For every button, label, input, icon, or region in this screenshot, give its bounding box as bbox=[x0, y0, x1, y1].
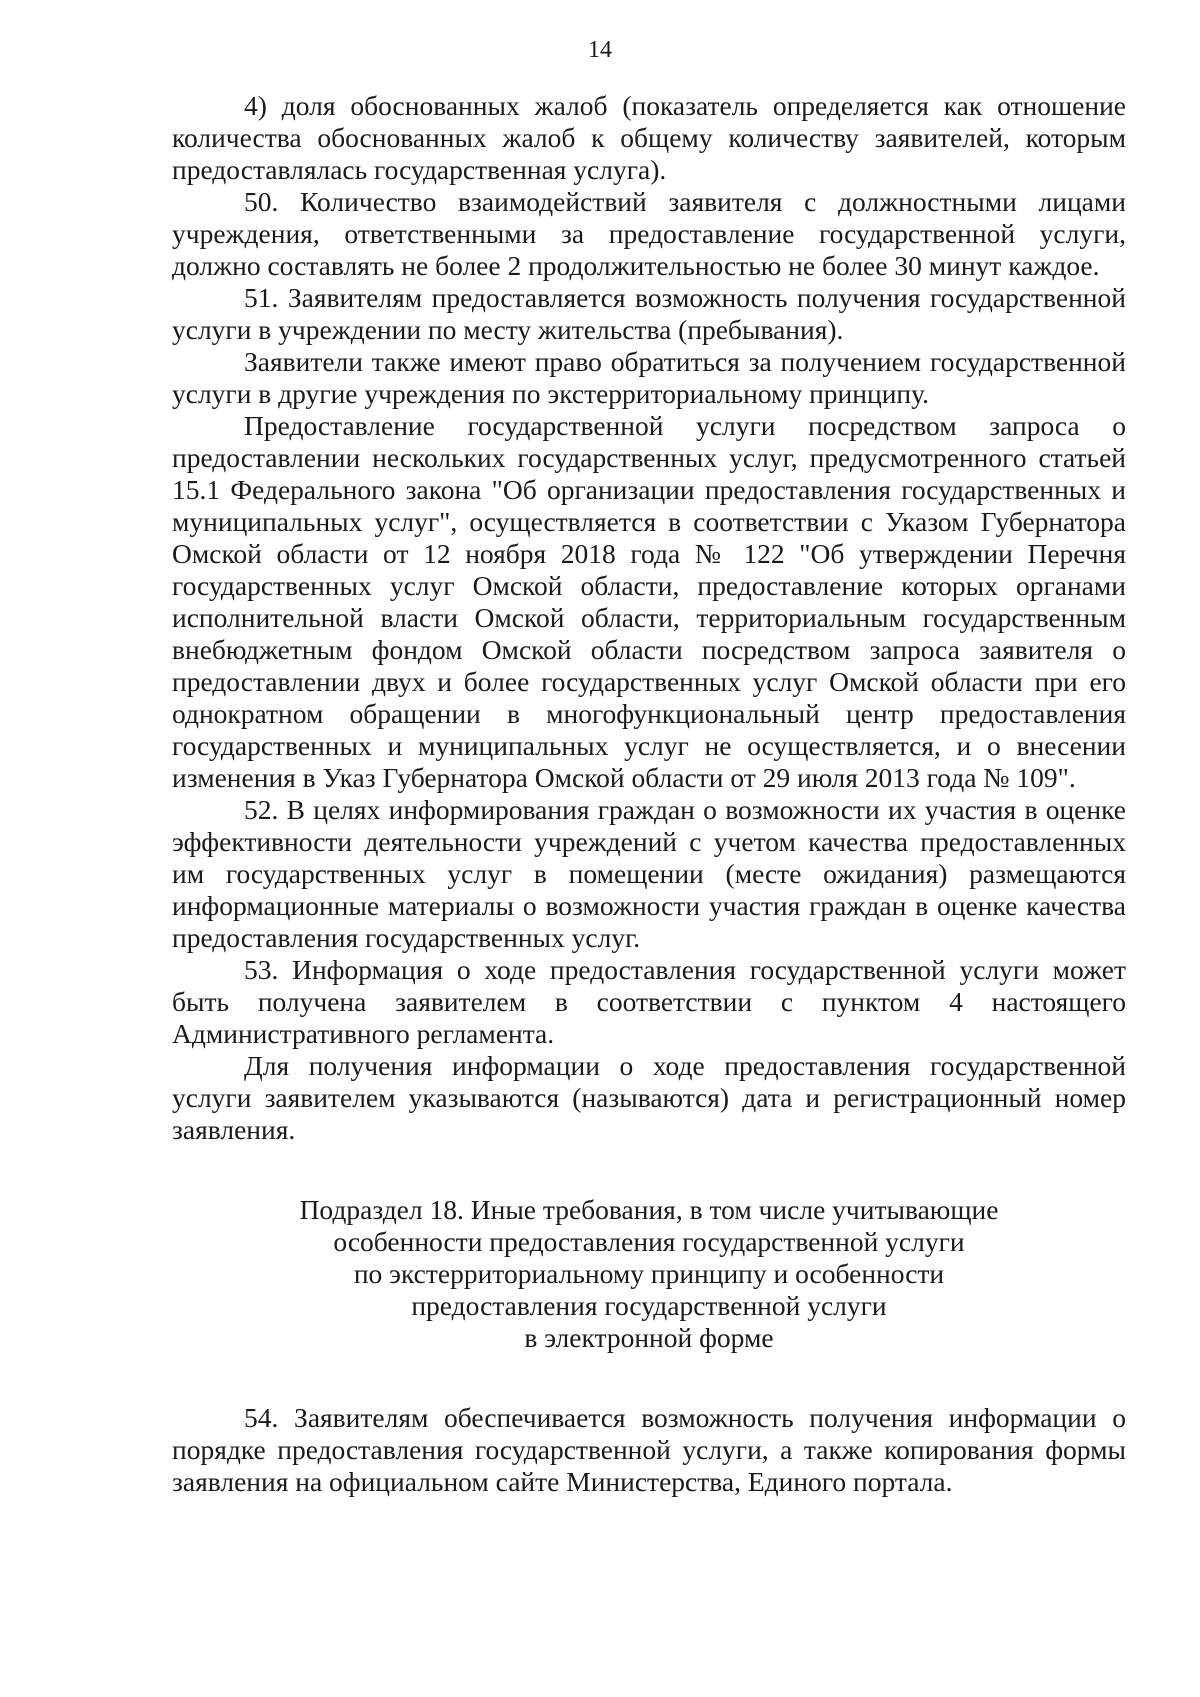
paragraph-item-50: 50. Количество взаимодействий заявителя с должностными лицами учреждения, ответственными за предоставление государственной услуги, должно составлять не более 2 продолжительностью не более 30 минут каждое. bbox=[172, 186, 1126, 281]
section-spacer-top bbox=[172, 1146, 1126, 1194]
page-number: 14 bbox=[588, 37, 612, 63]
paragraph-progress-info: Для получения информации о ходе предоставления государственной услуги заявителем указываются (называются) дата и регистрационный номер заявления. bbox=[172, 1050, 1126, 1145]
section-spacer-bottom bbox=[172, 1354, 1126, 1402]
paragraph-item-52: 52. В целях информирования граждан о возможности их участия в оценке эффективности деятельности учреждений с учетом качества предоставленных им государственных услуг в помещении (месте ожидания) размещаются информационные материалы о возможности участия граждан в оценке качества предоставления государственных услуг. bbox=[172, 794, 1126, 953]
document-body bbox=[172, 90, 1126, 1498]
paragraph-item-54: 54. Заявителям обеспечивается возможность получения информации о порядке предоставления государственной услуги, а также копирования формы заявления на официальном сайте Министерства, Единого портала. bbox=[172, 1402, 1126, 1497]
section-heading-line: особенности предоставления государственной услуги bbox=[333, 1226, 965, 1257]
paragraph-item-51: 51. Заявителям предоставляется возможность получения государственной услуги в учреждении по месту жительства (пребывания). bbox=[172, 282, 1126, 345]
section-heading-line: по экстерриториальному принципу и особенности bbox=[353, 1258, 945, 1289]
section-heading-line: Подраздел 18. Иные требования, в том числе учитывающие bbox=[299, 1194, 999, 1225]
paragraph-extraterritorial: Заявители также имеют право обратиться за получением государственной услуги в другие учреждения по экстерриториальному принципу. bbox=[172, 346, 1126, 409]
paragraph-item-53: 53. Информация о ходе предоставления государственной услуги может быть получена заявителем в соответствии с пунктом 4 настоящего Административного регламента. bbox=[172, 954, 1126, 1049]
paragraph-complex-request: Предоставление государственной услуги посредством запроса о предоставлении нескольких государственных услуг, предусмотренного статьей 15.1 Федерального закона "Об организации предоставления государственных и муниципальных услуг", осуществляется в соответствии с Указом Губернатора Омской области от 12 ноября 2018 года № 122 "Об утверждении Перечня государственных услуг Омской области, предоставление которых органами исполнительной власти Омской области, территориальным государственным внебюджетным фондом Омской области посредством запроса заявителя о предоставлении двух и более государственных услуг Омской области при его однократном обращении в многофункциональный центр предоставления государственных и муниципальных услуг не осуществляется, и о внесении изменения в Указ Губернатора Омской области от 29 июля 2013 года № 109". bbox=[172, 410, 1126, 793]
section-heading-line: в электронной форме bbox=[524, 1322, 774, 1353]
paragraph-item-4: 4) доля обоснованных жалоб (показатель определяется как отношение количества обоснованных жалоб к общему количеству заявителей, которым предоставлялась государственная услуга). bbox=[172, 90, 1126, 185]
section-heading bbox=[172, 1194, 1126, 1354]
section-heading-line: предоставления государственной услуги bbox=[411, 1290, 887, 1321]
